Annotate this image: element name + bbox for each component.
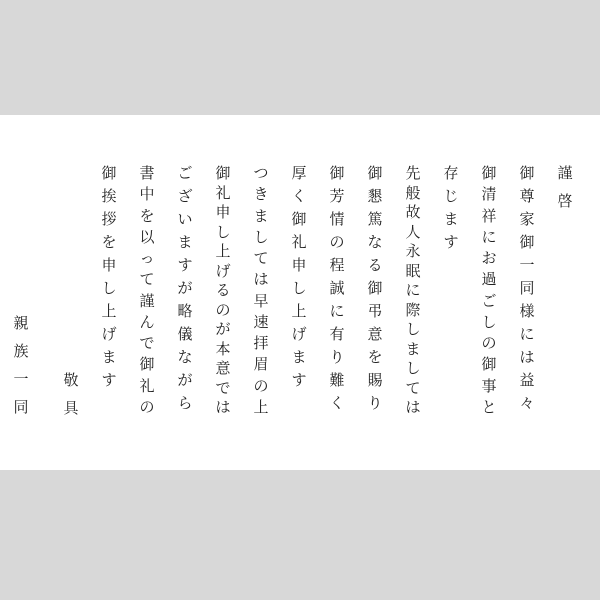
letter-paper <box>0 115 600 470</box>
letter-char: り <box>329 348 345 366</box>
letter-char: で <box>215 378 231 397</box>
letter-char: の <box>329 233 345 251</box>
letter-char: 御 <box>481 164 497 182</box>
letter-char: は <box>215 398 231 416</box>
letter-char: と <box>481 397 497 416</box>
letter-char: 上 <box>215 242 231 260</box>
letter-column-body <box>291 165 307 388</box>
letter-char: が <box>177 279 193 297</box>
letter-char: げ <box>101 325 117 343</box>
letter-column-body <box>367 165 383 411</box>
letter-char: 先 <box>405 164 421 182</box>
letter-char: ま <box>443 210 459 228</box>
letter-char: な <box>367 233 383 251</box>
letter-char: 様 <box>519 302 535 320</box>
letter-char: す <box>443 233 459 251</box>
letter-char: 上 <box>291 302 307 320</box>
letter-char: 事 <box>481 376 497 395</box>
letter-column-body <box>519 165 535 411</box>
letter-char: 上 <box>101 302 117 320</box>
letter-char: 略 <box>177 302 193 320</box>
letter-char: な <box>177 348 193 366</box>
letter-char: で <box>139 334 155 353</box>
letter-char: 厚 <box>291 164 307 182</box>
letter-char: 御 <box>139 355 155 374</box>
letter-char: い <box>177 210 193 228</box>
letter-char: し <box>215 222 231 241</box>
letter-char: し <box>291 279 307 297</box>
letter-char: 申 <box>101 256 117 274</box>
letter-char: 拶 <box>101 210 117 228</box>
letter-char: は <box>253 270 269 289</box>
letter-column-body <box>215 165 231 415</box>
letter-char: 謹 <box>557 164 573 182</box>
letter-column-body <box>481 165 497 415</box>
letter-char: の <box>481 334 497 353</box>
letter-char: 芳 <box>329 187 345 205</box>
letter-char: 尊 <box>519 187 535 205</box>
letter-char: 具 <box>63 399 79 417</box>
letter-char: 申 <box>215 203 231 221</box>
letter-char: 存 <box>443 164 459 182</box>
letter-char: 益 <box>519 371 535 389</box>
letter-char: 御 <box>481 355 497 374</box>
letter-char: ご <box>481 291 497 310</box>
letter-char: を <box>367 348 383 366</box>
letter-char: に <box>405 281 421 299</box>
letter-char: つ <box>253 164 269 182</box>
letter-char: 一 <box>13 370 29 388</box>
letter-char: 礼 <box>215 183 231 202</box>
letter-char: の <box>253 376 269 395</box>
letter-char: る <box>215 281 231 299</box>
letter-char: 御 <box>367 164 383 182</box>
letter-char: 過 <box>481 270 497 289</box>
letter-char: 儀 <box>177 325 193 343</box>
letter-char: ん <box>139 312 155 331</box>
letter-char: 上 <box>253 397 269 416</box>
letter-char: ま <box>101 348 117 366</box>
letter-char: 同 <box>13 398 29 416</box>
letter-char: て <box>405 378 421 397</box>
letter-char: 清 <box>481 185 497 204</box>
letter-char: 御 <box>367 279 383 297</box>
letter-char: 敬 <box>63 371 79 389</box>
letter-char: っ <box>139 249 155 268</box>
letter-char: し <box>253 227 269 246</box>
letter-char: お <box>481 249 497 268</box>
letter-char: ま <box>291 348 307 366</box>
letter-char: の <box>215 300 231 319</box>
letter-char: 々 <box>519 394 535 412</box>
letter-char: 家 <box>519 210 535 228</box>
letter-char: 書 <box>139 164 155 182</box>
letter-char: り <box>367 394 383 412</box>
letter-char: 意 <box>367 325 383 343</box>
letter-char: す <box>291 371 307 389</box>
letter-char: が <box>177 371 193 389</box>
letter-char: 祥 <box>481 206 497 225</box>
letter-char: 申 <box>291 256 307 274</box>
letter-char: す <box>101 371 117 389</box>
letter-char: 同 <box>519 279 535 297</box>
letter-column-body <box>177 165 193 411</box>
letter-char: 程 <box>329 256 345 274</box>
letter-char: じ <box>443 187 459 205</box>
letter-char: は <box>519 348 535 366</box>
letter-column-body <box>329 165 345 411</box>
letter-char: 有 <box>329 325 345 343</box>
letter-char: し <box>481 312 497 331</box>
letter-char: ざ <box>177 187 193 205</box>
letter-char: 親 <box>13 314 29 332</box>
letter-char: 弔 <box>367 302 383 320</box>
letter-char: 賜 <box>367 371 383 389</box>
letter-char: 懇 <box>367 187 383 205</box>
letter-char: し <box>101 279 117 297</box>
letter-char: 挨 <box>101 187 117 205</box>
letter-char: 篤 <box>367 210 383 228</box>
letter-char: 御 <box>215 164 231 182</box>
letter-char: 際 <box>405 300 421 319</box>
letter-char: ご <box>177 164 193 182</box>
letter-char: し <box>405 359 421 377</box>
letter-char: 謹 <box>139 291 155 310</box>
letter-char: 啓 <box>557 192 573 210</box>
letter-char: 族 <box>13 342 29 360</box>
letter-char: 誠 <box>329 279 345 297</box>
letter-char: は <box>405 398 421 416</box>
letter-char: 人 <box>405 222 421 241</box>
letter-column-opening <box>557 165 573 209</box>
letter-char: 速 <box>253 312 269 331</box>
letter-char: 拝 <box>253 334 269 353</box>
letter-char: げ <box>291 325 307 343</box>
letter-char: 御 <box>519 233 535 251</box>
letter-char: て <box>139 270 155 289</box>
letter-char: く <box>329 394 345 412</box>
letter-char: 故 <box>405 203 421 221</box>
letter-column-closing <box>63 372 79 416</box>
letter-text <box>13 165 573 416</box>
letter-char: に <box>519 325 535 343</box>
letter-char: の <box>139 397 155 416</box>
letter-char: 永 <box>405 242 421 260</box>
letter-column-body <box>139 165 155 415</box>
letter-char: 御 <box>101 164 117 182</box>
letter-char: 意 <box>215 359 231 377</box>
letter-char: 御 <box>519 164 535 182</box>
letter-char: げ <box>215 261 231 280</box>
letter-column-body <box>443 165 459 250</box>
letter-char: 情 <box>329 210 345 228</box>
letter-char: を <box>101 233 117 251</box>
letter-char: に <box>329 302 345 320</box>
letter-column-body <box>253 165 269 415</box>
letter-char: 礼 <box>139 376 155 395</box>
letter-char: 眠 <box>405 261 421 280</box>
letter-char: 難 <box>329 371 345 389</box>
letter-char: 般 <box>405 183 421 202</box>
letter-column-body <box>405 165 421 415</box>
letter-char: ま <box>253 206 269 225</box>
letter-char: 御 <box>291 210 307 228</box>
letter-column-signature <box>13 315 29 415</box>
letter-char: 一 <box>519 256 535 274</box>
letter-char: ま <box>177 233 193 251</box>
letter-char: 中 <box>139 185 155 204</box>
letter-char: る <box>367 256 383 274</box>
letter-char: 本 <box>215 339 231 358</box>
letter-char: を <box>139 206 155 225</box>
letter-char: ま <box>405 339 421 358</box>
letter-column-body <box>101 165 117 388</box>
letter-char: し <box>405 320 421 338</box>
letter-char: き <box>253 185 269 204</box>
letter-char: 以 <box>139 227 155 246</box>
letter-char: 早 <box>253 291 269 310</box>
letter-char: に <box>481 227 497 246</box>
letter-char: て <box>253 249 269 268</box>
letter-char: 御 <box>329 164 345 182</box>
letter-char: ら <box>177 394 193 412</box>
letter-char: く <box>291 187 307 205</box>
letter-char: 眉 <box>253 355 269 374</box>
letter-char: 礼 <box>291 233 307 251</box>
letter-char: が <box>215 320 231 338</box>
letter-char: す <box>177 256 193 274</box>
